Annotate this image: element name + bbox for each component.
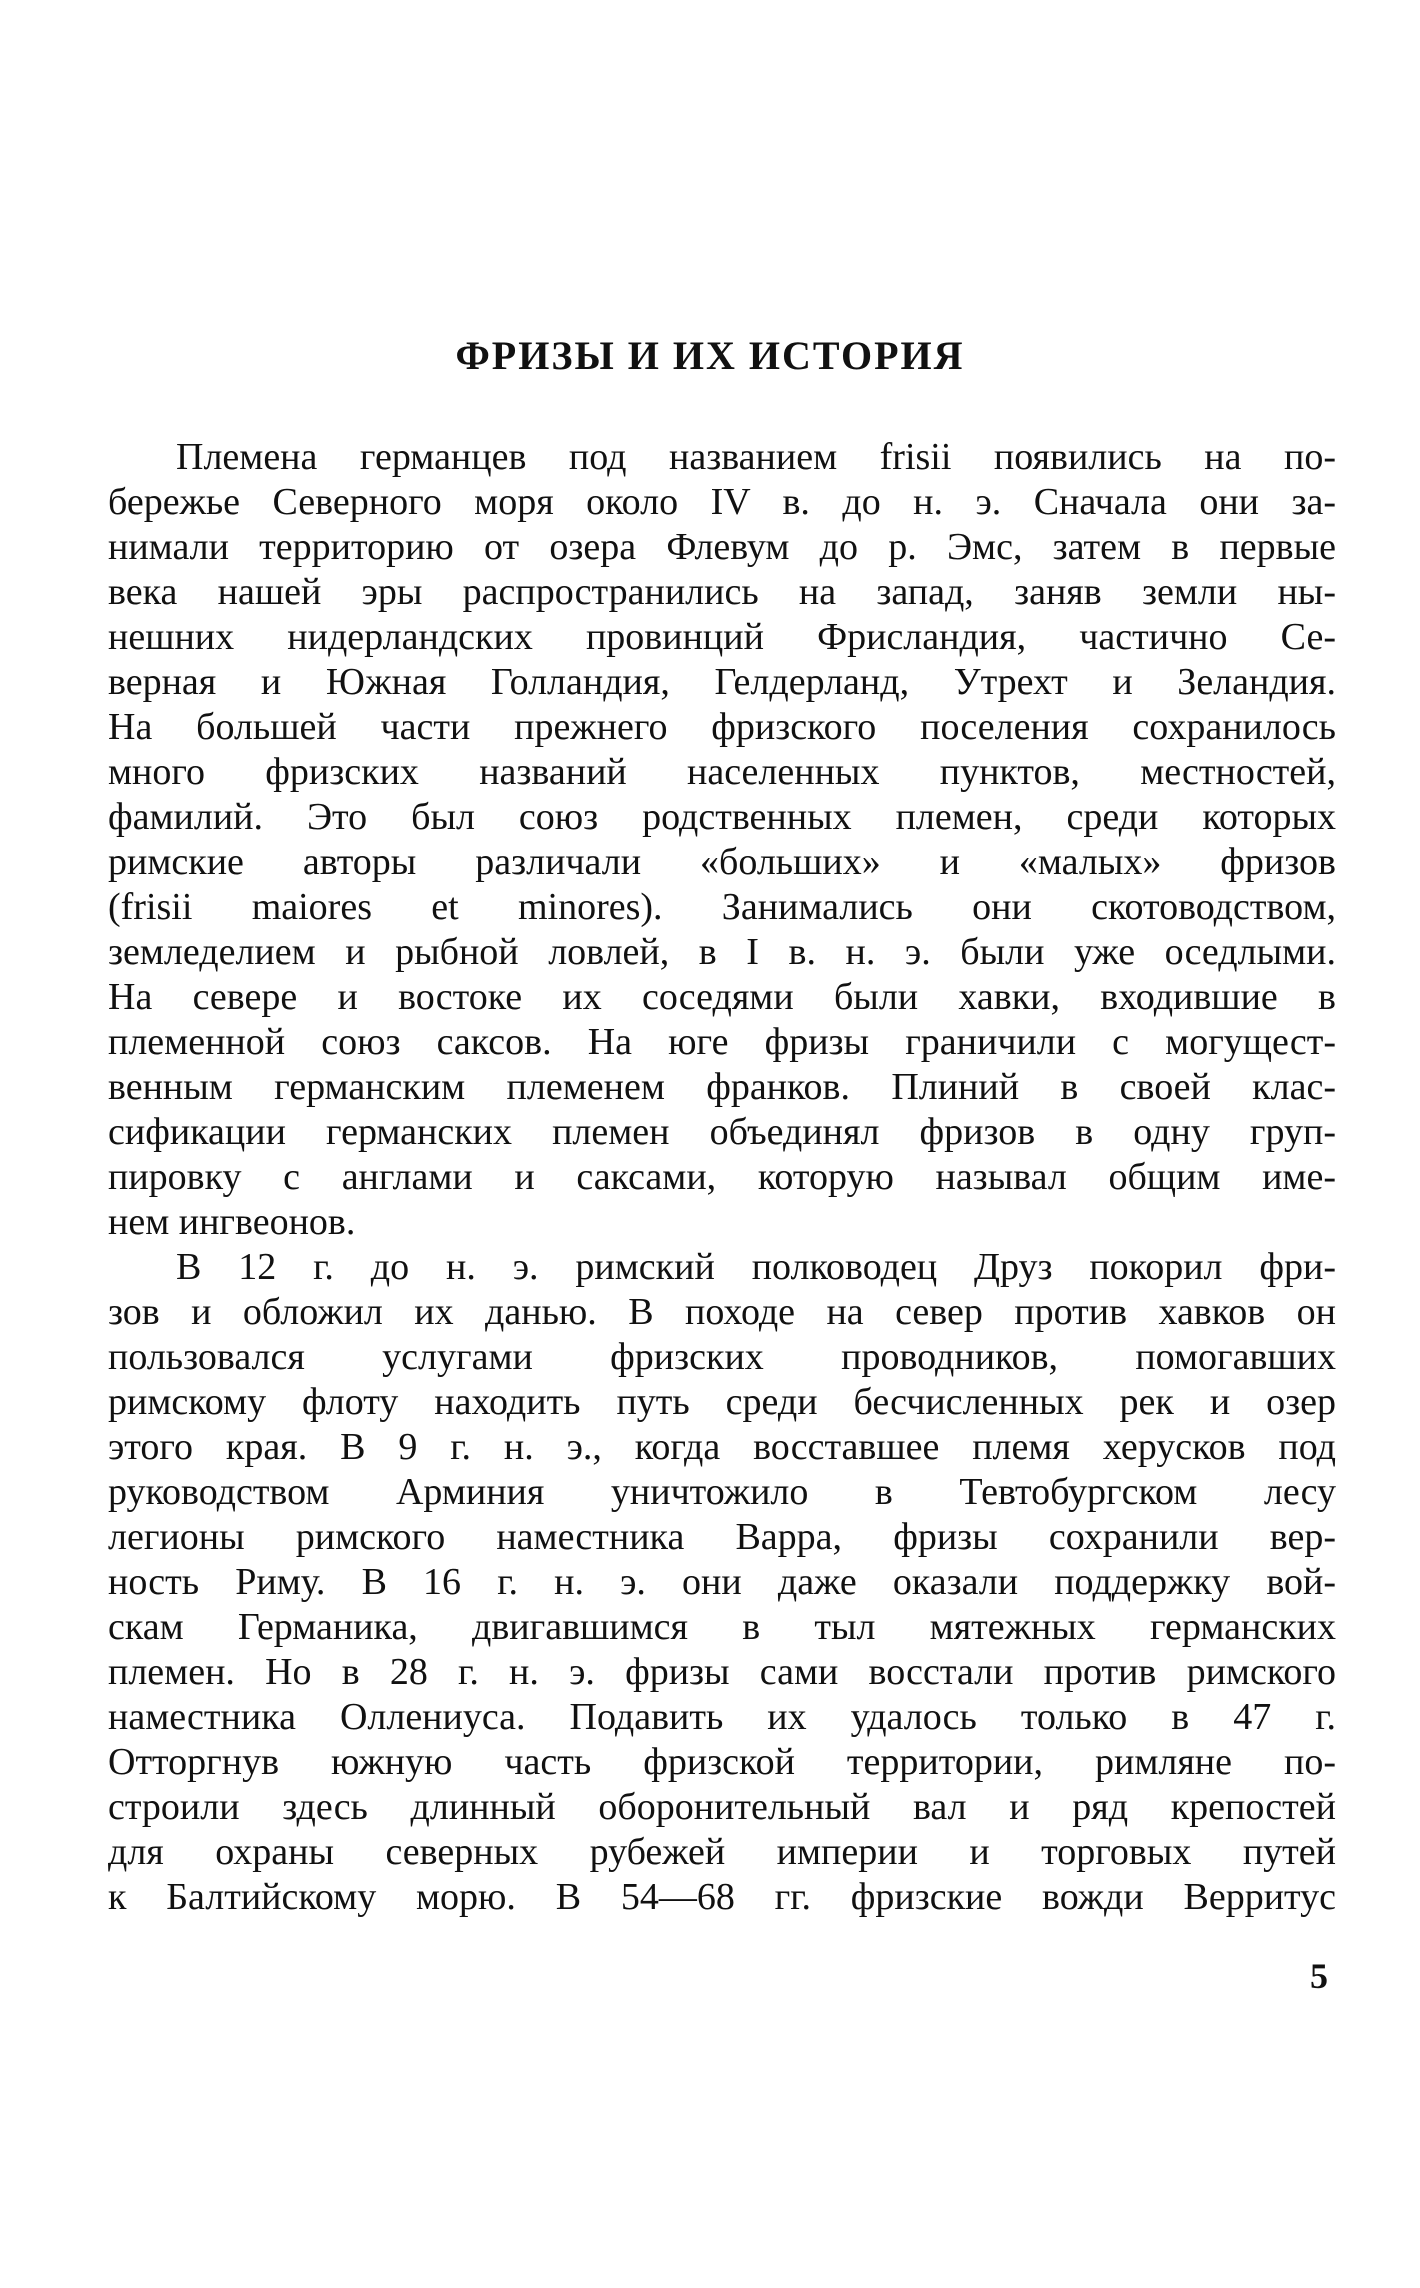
text-line: пировку с англами и саксами, которую называл общим име- (108, 1156, 1336, 1198)
text-line: сификации германских племен объединял фризов в одну груп- (108, 1111, 1336, 1153)
text-line: наместника Оллениуса. Подавить их удалось только в 47 г. (108, 1696, 1336, 1738)
text-line: нимали территорию от озера Флевум до р. Эмс, затем в первые (108, 526, 1336, 568)
text-line: нем ингвеонов. (108, 1201, 356, 1243)
text-line: для охраны северных рубежей империи и торговых путей (108, 1831, 1336, 1873)
text-line: В 12 г. до н. э. римский полководец Друз покорил фри- (176, 1246, 1336, 1288)
text-line: Племена германцев под названием frisii появились на по- (176, 436, 1336, 478)
text-line: венным германским племенем франков. Плиний в своей клас- (108, 1066, 1336, 1108)
text-line: бережье Северного моря около IV в. до н. э. Сначала они за- (108, 481, 1336, 523)
text-line: На севере и востоке их соседями были хавки, входившие в (108, 976, 1336, 1018)
text-line: фамилий. Это был союз родственных племен, среди которых (108, 796, 1336, 838)
chapter-title: ФРИЗЫ И ИХ ИСТОРИЯ (455, 333, 965, 378)
text-line: пользовался услугами фризских проводников, помогавших (108, 1336, 1336, 1378)
text-line: племен. Но в 28 г. н. э. фризы сами восстали против римского (108, 1651, 1336, 1693)
text-line: строили здесь длинный оборонительный вал и ряд крепостей (108, 1786, 1336, 1828)
text-line: зов и обложил их данью. В походе на север против хавков он (108, 1291, 1336, 1333)
text-line: На большей части прежнего фризского поселения сохранилось (108, 706, 1336, 748)
text-line: много фризских названий населенных пунктов, местностей, (108, 751, 1336, 793)
text-line: этого края. В 9 г. н. э., когда восставшее племя херусков под (108, 1426, 1336, 1468)
text-line: скам Германика, двигавшимся в тыл мятежных германских (108, 1606, 1336, 1648)
text-line: века нашей эры распространились на запад, заняв земли ны- (108, 571, 1336, 613)
text-line: Отторгнув южную часть фризской территории, римляне по- (108, 1741, 1336, 1783)
text-line: ность Риму. В 16 г. н. э. они даже оказали поддержку вой- (108, 1561, 1336, 1603)
text-line: земледелием и рыбной ловлей, в I в. н. э. были уже оседлыми. (108, 931, 1336, 973)
text-line: руководством Арминия уничтожило в Тевтобургском лесу (108, 1471, 1336, 1513)
body-text (108, 435, 1336, 1920)
text-line: римскому флоту находить путь среди бесчисленных рек и озер (108, 1381, 1336, 1423)
text-line: верная и Южная Голландия, Гелдерланд, Утрехт и Зеландия. (108, 661, 1336, 703)
text-line: племенной союз саксов. На юге фризы граничили с могущест- (108, 1021, 1336, 1063)
text-line: (frisii maiores et minores). Занимались они скотоводством, (108, 886, 1336, 928)
text-line: нешних нидерландских провинций Фрисландия, частично Се- (108, 616, 1336, 658)
text-line: легионы римского наместника Варра, фризы сохранили вер- (108, 1516, 1336, 1558)
text-line: римские авторы различали «больших» и «малых» фризов (108, 841, 1336, 883)
page-number: 5 (1310, 1956, 1328, 1996)
text-line: к Балтийскому морю. В 54—68 гг. фризские вожди Верритус (108, 1876, 1336, 1918)
